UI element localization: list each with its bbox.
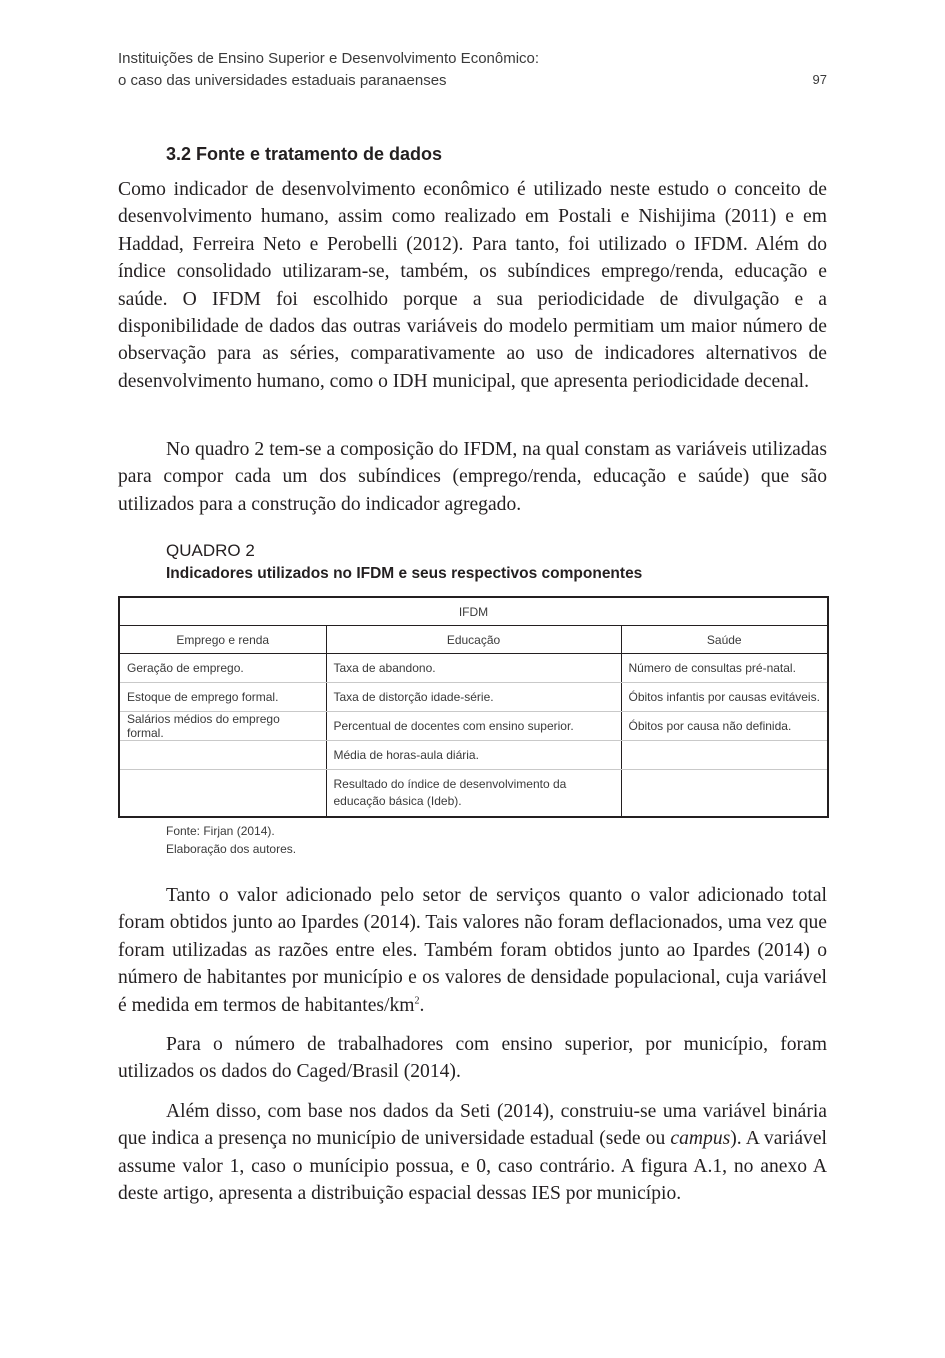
table-cell: Resultado do índice de desenvolvimento da educação básica (Ideb).	[326, 770, 621, 818]
column-header-saude: Saúde	[621, 626, 828, 654]
quadro-label: QUADRO 2	[166, 541, 255, 560]
table-row	[119, 712, 828, 741]
paragraph-5-part-a: Além disso, com base nos dados da Seti (2014), construiu-se uma variável binária que indica a presença no município de universidade estadual (sede ou	[118, 1100, 827, 1150]
running-header-line-1: Instituições de Ensino Superior e Desenvolvimento Econômico:	[118, 50, 540, 67]
quadro-table	[118, 596, 829, 818]
paragraph-3	[118, 882, 827, 1019]
table-cell: Óbitos infantis por causas evitáveis.	[621, 683, 828, 712]
table-row	[119, 770, 828, 818]
table-cell	[119, 770, 326, 818]
table-top-header: IFDM	[119, 597, 828, 626]
paragraph-3-text: Tanto o valor adicionado pelo setor de serviços quanto o valor adicionado total foram obtidos junto ao Ipardes (2014). Tais valores não foram deflacionados, uma vez que foram utilizadas as razões entre eles. Também foram obtidos junto ao Ipardes (2014) o número de habitantes por município e os valores de densidade populacional, cuja variável é medida em termos de habitantes/km	[118, 885, 827, 1016]
table-cell: Geração de emprego.	[119, 654, 326, 683]
column-header-educacao: Educação	[326, 626, 621, 654]
paragraph-5-italic: campus	[670, 1128, 731, 1150]
table-row	[119, 654, 828, 683]
table-cell: Taxa de distorção idade-série.	[326, 683, 621, 712]
table-cell: Óbitos por causa não definida.	[621, 712, 828, 741]
table-row	[119, 683, 828, 712]
elaboration-line: Elaboração dos autores.	[166, 842, 297, 856]
table-row	[119, 741, 828, 770]
table-cell	[621, 770, 828, 818]
superscript-2: 2	[414, 995, 420, 1007]
section-heading: 3.2 Fonte e tratamento de dados	[166, 144, 443, 164]
table-cell: Número de consultas pré-natal.	[621, 654, 828, 683]
table-source	[166, 822, 296, 858]
paragraph-1: Como indicador de desenvolvimento econômico é utilizado neste estudo o conceito de desenvolvimento humano, assim como realizado em Postali e Nishijima (2011) e em Haddad, Ferreira Neto e Perobelli (2012). Para tanto, foi utilizado o IFDM. Além do índice consolidado utilizaram-se, também, os subíndices emprego/renda, educação e saúde. O IFDM foi escolhido porque a sua periodicidade de divulgação e a disponibilidade de dados das outras variáveis do modelo permitiam um maior número de observação para as séries, comparativamente ao uso de indicadores alternativos de desenvolvimento humano, como o IDH municipal, que apresenta periodicidade decenal.	[118, 179, 827, 392]
table-cell	[621, 741, 828, 770]
paragraph-5	[118, 1098, 827, 1208]
closing-paragraphs	[118, 882, 827, 1207]
paragraph-3-end: .	[419, 994, 425, 1016]
column-header-emprego: Emprego e renda	[119, 626, 326, 654]
section-body-2	[118, 436, 827, 518]
table-cell: Estoque de emprego formal.	[119, 683, 326, 712]
table-cell: Taxa de abandono.	[326, 654, 621, 683]
section-body	[118, 176, 827, 395]
paragraph-5-part-b: ). A variável assume valor 1, caso o munícipio possua, e 0, caso contrário. A figura A.1, no anexo A deste artigo, apresenta a distribuição espacial dessas IES por município.	[118, 1128, 827, 1205]
page-number: 97	[812, 72, 827, 87]
paragraph-2: No quadro 2 tem-se a composição do IFDM, na qual constam as variáveis utilizadas para compor cada um dos subíndices (emprego/renda, educação e saúde) que são utilizados para a construção do indicador agregado.	[118, 439, 827, 515]
quadro-title: Indicadores utilizados no IFDM e seus respectivos componentes	[166, 565, 643, 582]
paragraph-4: Para o número de trabalhadores com ensino superior, por município, foram utilizados os dados do Caged/Brasil (2014).	[118, 1034, 827, 1083]
running-header	[118, 48, 827, 92]
source-line: Fonte: Firjan (2014).	[166, 824, 275, 838]
table-cell	[119, 741, 326, 770]
table-cell: Média de horas-aula diária.	[326, 741, 621, 770]
table-cell: Percentual de docentes com ensino superior.	[326, 712, 621, 741]
running-header-line-2: o caso das universidades estaduais paranaenses	[118, 72, 447, 89]
table-cell: Salários médios do emprego formal.	[119, 712, 326, 741]
